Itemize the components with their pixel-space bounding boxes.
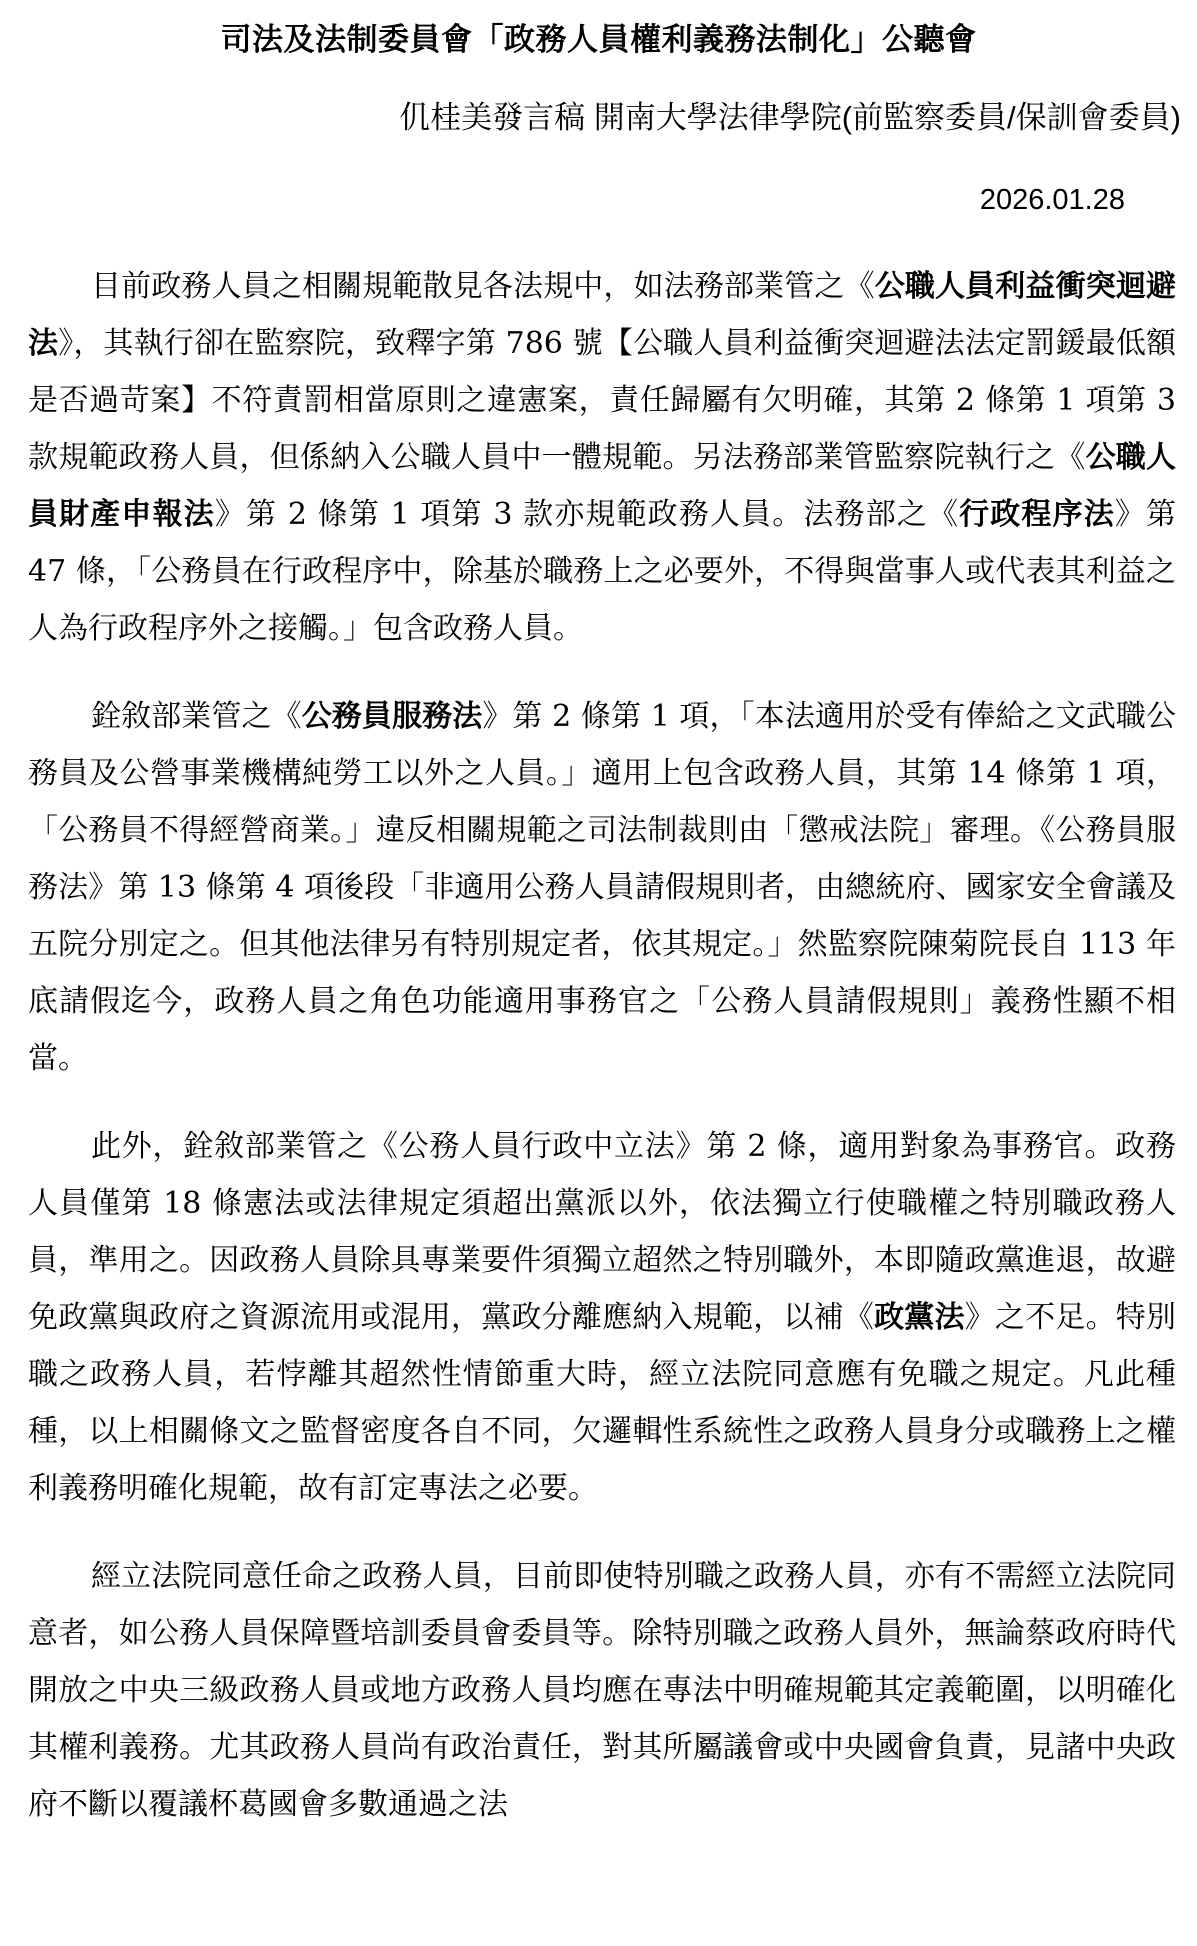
- law-name-property-declaration: 公職人員財產申報法: [28, 440, 1177, 532]
- law-name-political-party: 政黨法: [874, 1300, 965, 1335]
- paragraph-4: [28, 1548, 1176, 1833]
- paragraph-3: [28, 1118, 1176, 1517]
- text-segment: 目前政務人員之相關規範散見各法規中，如法務部業管之《: [91, 269, 875, 304]
- text-segment: 》，其執行卻在監察院，致釋字第 786 號【公職人員利益衝突迴避法法定罰鍰最低額是否過苛案】不符責罰相當原則之違憲案，責任歸屬有欠明確，其第 2 條第 1 項第 3 款規範政務人員，但係納入公職人員中一體規範。另法務部業管監察院執行之《: [28, 326, 1176, 475]
- law-name-conflict-of-interest: 公職人員利益衝突迴避法: [28, 269, 1177, 361]
- paragraph-1: [28, 258, 1176, 657]
- text-segment: 銓敘部業管之《: [91, 699, 302, 734]
- paragraph-2: [28, 688, 1176, 1087]
- document-title: 司法及法制委員會「政務人員權利義務法制化」公聽會: [220, 22, 977, 57]
- text-segment: 》之不足。特別職之政務人員，若悖離其超然性情節重大時，經立法院同意應有免職之規定。凡此種種，以上相關條文之監督密度各自不同，欠邏輯性系統性之政務人員身分或職務上之權利義務明確化規範，故有訂定專法之必要。: [28, 1300, 1177, 1506]
- law-name-administrative-procedure: 行政程序法: [959, 497, 1115, 532]
- law-name-civil-service: 公務員服務法: [301, 699, 483, 734]
- text-segment: 經立法院同意任命之政務人員，目前即使特別職之政務人員，亦有不需經立法院同意者，如公務人員保障暨培訓委員會委員等。除特別職之政務人員外，無論蔡政府時代開放之中央三級政務人員或地方政務人員均應在專法中明確規範其定義範圍，以明確化其權利義務。尤其政務人員尚有政治責任，對其所屬議會或中央國會負責，見諸中央政府不斷以覆議杯葛國會多數通過之法: [28, 1559, 1176, 1822]
- document-date: 2026.01.28: [979, 184, 1125, 216]
- text-segment: 》第 2 條第 1 項，「本法適用於受有俸給之文武職公務員及公營事業機構純勞工以外之人員。」適用上包含政務人員，其第 14 條第 1 項，「公務員不得經營商業。」違反相關規範之司法制裁則由「懲戒法院」審理。《公務員服務法》第 13 條第 4 項後段「非適用公務人員請假規則者，由總統府、國家安全會議及五院分別定之。但其他法律另有特別規定者，依其規定。」然監察院陳菊院長自 113 年底請假迄今，政務人員之角色功能適用事務官之「公務人員請假規則」義務性顯不相當。: [28, 699, 1177, 1076]
- text-segment: 》第 47 條，「公務員在行政程序中，除基於職務上之必要外，不得與當事人或代表其利益之人為行政程序外之接觸。」包含政務人員。: [28, 497, 1177, 646]
- text-segment: 此外，銓敘部業管之《公務人員行政中立法》第 2 條，適用對象為事務官。政務人員僅第 18 條憲法或法律規定須超出黨派以外，依法獨立行使職權之特別職政務人員，準用之。因政務人員除具專業要件須獨立超然之特別職外，本即隨政黨進退，故避免政黨與政府之資源流用或混用，黨政分離應納入規範，以補《: [28, 1129, 1176, 1335]
- text-segment: 》第 2 條第 1 項第 3 款亦規範政務人員。法務部之《: [214, 497, 960, 532]
- document-body: [28, 258, 1176, 1864]
- speaker-byline: 仉桂美發言稿 開南大學法律學院(前監察委員/保訓會委員): [399, 100, 1181, 135]
